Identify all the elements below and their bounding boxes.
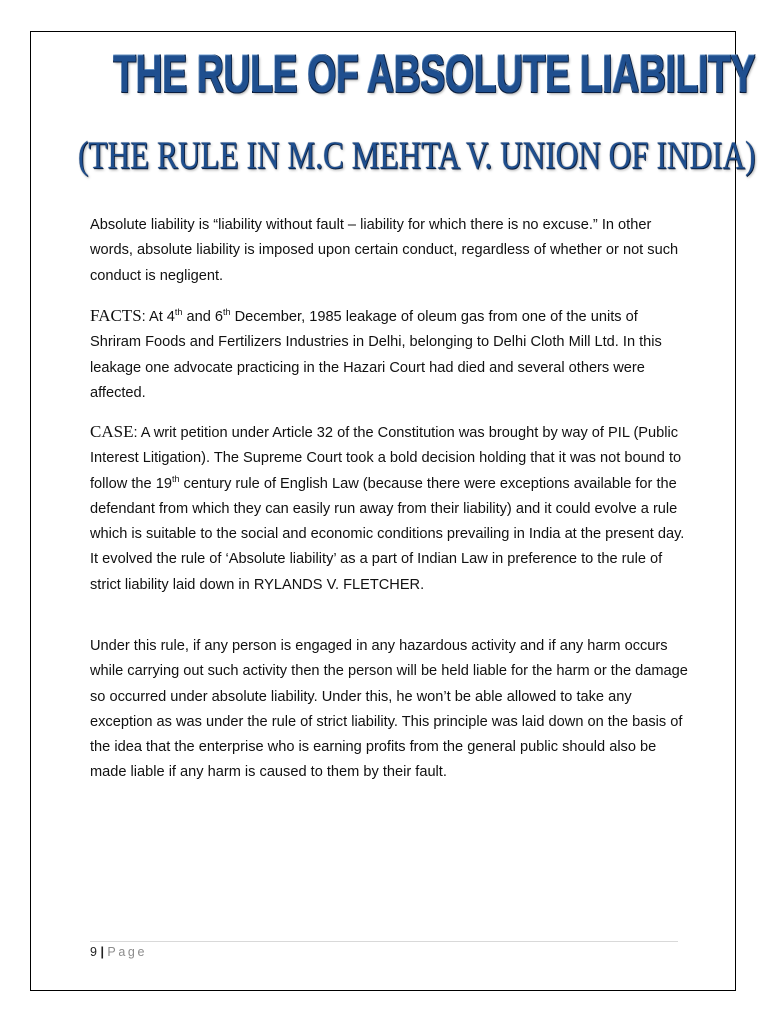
case-label: CASE bbox=[90, 422, 134, 441]
paragraph-definition: Absolute liability is “liability without fault – liability for which there is no excuse.” In other words, absolute liability is imposed upon certain conduct, regardless of whether or not such conduct is negligent. bbox=[90, 217, 679, 284]
facts-text-3: December, 1985 leakage of oleum gas from one of the units of Shriram Foods and Fertilizers Industries in Delhi, belonging to Delhi Cloth Mill Ltd. In this leakage one advocate practicing in the Hazari Court had died and several others were affected. bbox=[90, 309, 662, 401]
case-sup-1: th bbox=[171, 473, 180, 484]
footer-separator: | bbox=[100, 945, 104, 959]
facts-sup-1: th bbox=[174, 307, 183, 317]
paragraph-rule: Under this rule, if any person is engaged in any hazardous activity and if any harm occurs while carrying out such activity then the person will be held liable for the harm or the damage so occurred under absolute liability. Under this, he won’t be able allowed to take any exception as was under the rule of strict liability. This principle was laid down on the basis of the idea that the enterprise who is earning profits from the general public should also be made liable if any harm is caused to them by their fault. bbox=[90, 638, 688, 781]
facts-text-2: and 6 bbox=[182, 309, 224, 325]
page-number: 9 bbox=[90, 945, 97, 959]
page-footer bbox=[90, 944, 147, 960]
facts-label: FACTS bbox=[90, 306, 142, 325]
paragraph-case bbox=[90, 419, 690, 598]
footer-divider bbox=[90, 941, 678, 942]
page-label: Page bbox=[107, 945, 148, 959]
paragraph-facts bbox=[90, 303, 690, 406]
page-subtitle: (THE RULE IN M.C MEHTA V. UNION OF INDIA) bbox=[78, 134, 756, 177]
facts-text-1: : At 4 bbox=[141, 309, 175, 325]
case-text-2: century rule of English Law (because there were exceptions available for the defendant from which they can easily run away from their liability) and it could evolve a rule which is suitable to the social and economic conditions prevailing in India at the present day. It evolved the rule of ‘Absolute liability’ as a part of Indian Law in preference to the rule of strict liability laid down in RYLANDS V. FLETCHER. bbox=[90, 475, 685, 593]
page-title: THE RULE OF ABSOLUTE LIABILITY bbox=[113, 45, 756, 104]
facts-sup-2: th bbox=[223, 307, 231, 317]
case-text-1: : A writ petition under Article 32 of the Constitution was brought by way of PIL (Public Interest Litigation). The Supreme Court took a bold decision holding that it was not bound to follow the 19 bbox=[90, 425, 682, 492]
